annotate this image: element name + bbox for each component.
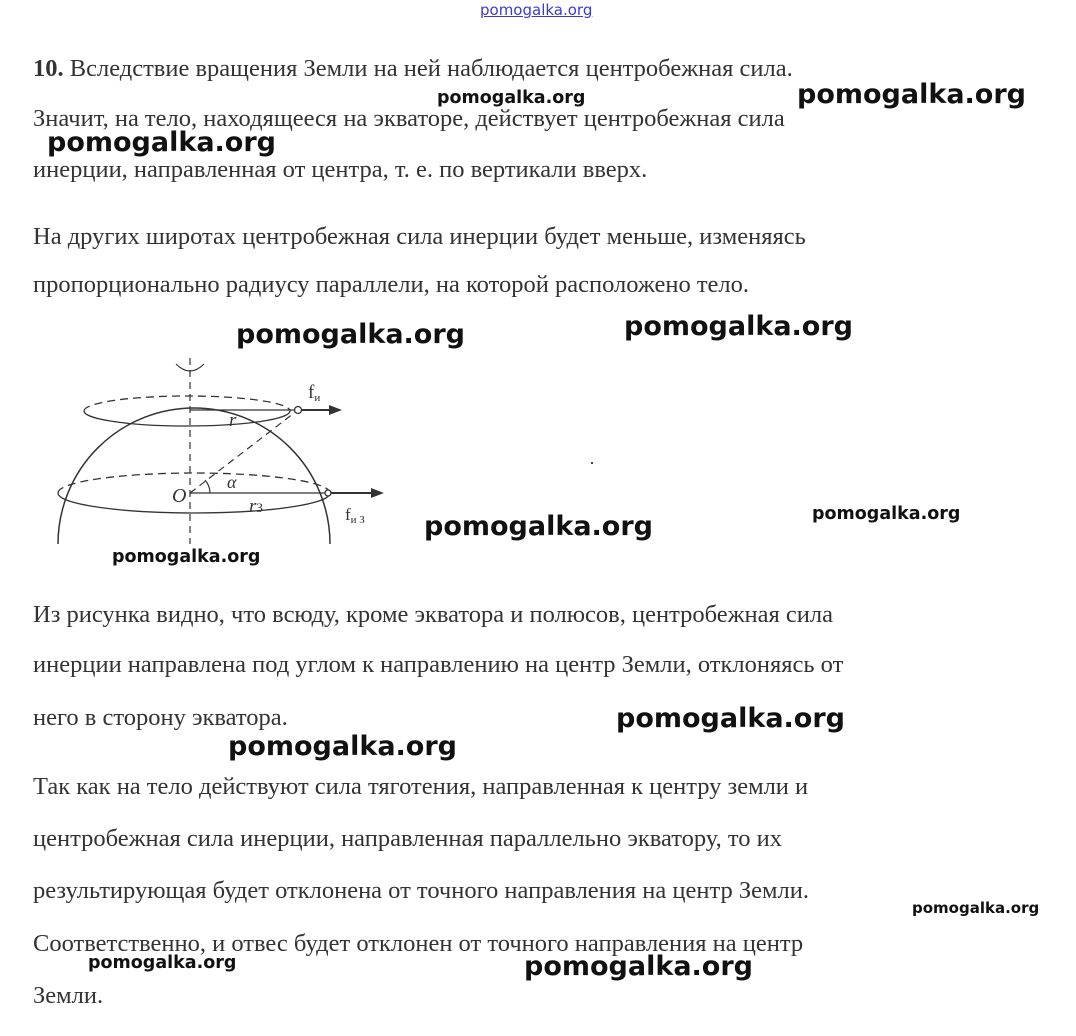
text-line-10: центробежная сила инерции, направленная параллельно экватору, то их <box>33 825 782 852</box>
text-line-9: Так как на тело действуют сила тяготения, направленная к центру земли и <box>33 773 809 800</box>
watermark: pomogalka.org <box>47 127 276 158</box>
text-line-8: него в сторону экватора. <box>33 704 288 731</box>
stray-dot <box>591 462 593 464</box>
text-line-7: инерции направлена под углом к направлению на центр Земли, отклоняясь от <box>33 651 844 678</box>
watermark: pomogalka.org <box>797 79 1026 110</box>
body-point <box>295 407 302 414</box>
text-line-2: Значит, на тело, находящееся на экваторе, действует центробежная сила <box>33 105 785 132</box>
label-f-main: f <box>308 382 315 403</box>
label-r: r <box>229 410 237 431</box>
earth-rotation-diagram <box>40 340 400 550</box>
watermark: pomogalka.org <box>912 899 1040 917</box>
text-line-5: пропорционально радиусу параллели, на которой расположено тело. <box>33 271 750 298</box>
label-O: O <box>172 485 187 507</box>
watermark: pomogalka.org <box>424 511 653 542</box>
label-f <box>308 382 320 404</box>
top-watermark-link[interactable]: pomogalka.org <box>480 1 593 19</box>
pole-cap <box>176 364 204 371</box>
watermark: pomogalka.org <box>437 88 586 108</box>
watermark: pomogalka.org <box>228 731 457 762</box>
label-f-sub: и <box>314 392 321 404</box>
angle-arc <box>205 480 210 493</box>
label-alpha: α <box>227 472 237 492</box>
force-f-arrowhead <box>329 405 342 415</box>
watermark: pomogalka.org <box>524 951 753 982</box>
label-f3 <box>345 505 365 526</box>
label-r3-main: r <box>249 496 257 517</box>
equator-front <box>58 493 330 513</box>
label-r3 <box>249 496 263 517</box>
label-r3-sub: З <box>256 500 263 515</box>
watermark: pomogalka.org <box>88 953 237 973</box>
watermark: pomogalka.org <box>236 319 465 350</box>
sphere-outline <box>58 408 330 544</box>
label-f3-main: f <box>345 505 351 524</box>
watermark: pomogalka.org <box>812 504 961 524</box>
equator-point <box>325 490 331 496</box>
text-line-1 <box>33 54 793 84</box>
force-f3-arrowhead <box>371 488 384 498</box>
text-line-13: Земли. <box>33 982 104 1009</box>
label-f3-sub: и З <box>350 514 365 526</box>
text-line-1-body: Вследствие вращения Земли на ней наблюдается центробежная сила. <box>69 55 793 82</box>
watermark: pomogalka.org <box>624 311 853 342</box>
problem-number: 10. <box>33 55 64 82</box>
watermark: pomogalka.org <box>616 703 845 734</box>
text-line-12: Соответственно, и отвес будет отклонен от точного направления на центр <box>33 930 804 957</box>
text-line-3: инерции, направленная от центра, т. е. по вертикали вверх. <box>33 156 648 183</box>
text-line-11: результирующая будет отклонена от точного направления на центр Земли. <box>33 877 809 904</box>
text-line-6: Из рисунка видно, что всюду, кроме экватора и полюсов, центробежная сила <box>33 601 833 628</box>
watermark: pomogalka.org <box>112 547 261 567</box>
text-line-4: На других широтах центробежная сила инерции будет меньше, изменяясь <box>33 223 806 250</box>
